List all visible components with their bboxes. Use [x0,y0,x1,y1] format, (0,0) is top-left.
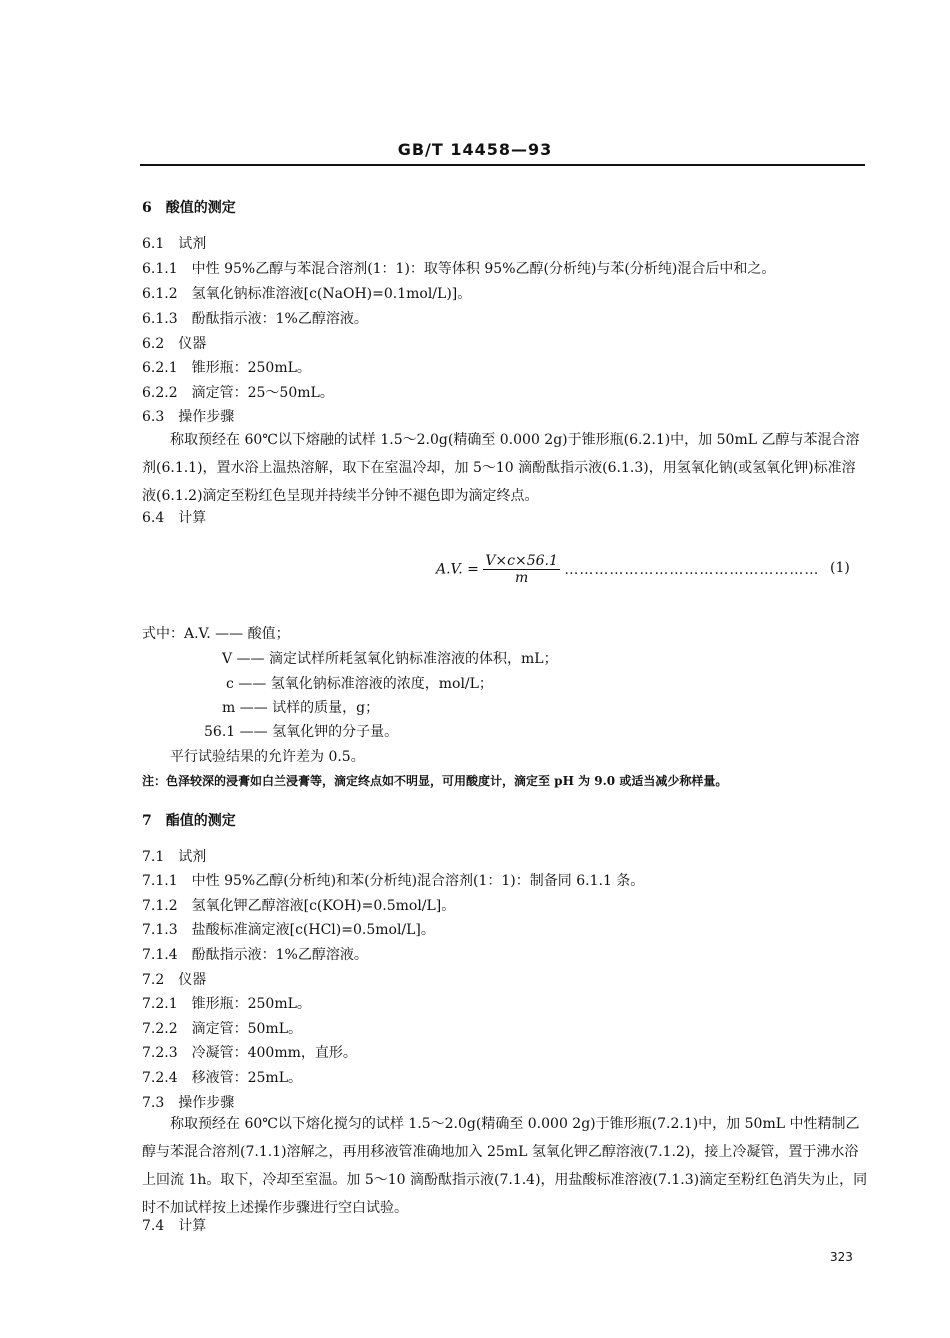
clause-7-2-1: 7.2.1 锥形瓶：250mL。 [142,996,311,1012]
clause-6-1-3: 6.1.3 酚酞指示液：1%乙醇溶液。 [142,311,368,327]
clause-7-1-4: 7.1.4 酚酞指示液：1%乙醇溶液。 [142,947,368,963]
var-m: m —— 试样的质量，g； [222,700,380,716]
note-text: 注：色泽较深的浸膏如白兰浸膏等，滴定终点如不明显，可用酸度计，滴定至 pH 为 9.0 或适当减少称样量。 [142,774,728,788]
clause-6-1: 6.1 试剂 [142,236,207,252]
clause-7-2: 7.2 仪器 [142,972,207,988]
clause-6-1-1: 6.1.1 中性 95%乙醇与苯混合溶剂(1：1)：取等体积 95%乙醇(分析纯)与苯(分析纯)混合后中和之。 [142,261,776,277]
clause-7-4: 7.4 计算 [142,1218,207,1234]
procedure-6-3-text: 称取预经在 60℃以下熔融的试样 1.5～2.0g(精确至 0.000 2g)于锥形瓶(6.2.1)中，加 50mL 乙醇与苯混合溶剂(6.1.1)，置水浴上温热溶解，取下在室温冷却，加 5～10 滴酚酞指示液(6.1.3)，用氢氧化钠(或氢氧化钾)标准溶液(6.1.2)滴定至粉红色呈现并持续半分钟不褪色即为滴定终点。 [142,432,860,504]
clause-6-2-1: 6.2.1 锥形瓶：250mL。 [142,360,311,376]
section-7-title: 7 酯值的测定 [142,813,236,829]
standard-code-header: GB/T 14458—93 [397,140,553,159]
formula-leader-dots: …………………………………………… [564,561,820,578]
acid-value-formula [436,553,819,586]
clause-7-2-3: 7.2.3 冷凝管：400mm，直形。 [142,1045,357,1061]
clause-6-3: 6.3 操作步骤 [142,409,235,425]
clause-7-1-3: 7.1.3 盐酸标准滴定液[c(HCl)=0.5mol/L]。 [142,922,435,938]
clause-7-1-1: 7.1.1 中性 95%乙醇(分析纯)和苯(分析纯)混合溶剂(1：1)：制备同 6.1.1 条。 [142,873,645,889]
formula-denominator: m [514,570,529,586]
tolerance-text: 平行试验结果的允许差为 0.5。 [170,749,365,765]
formula-fraction [483,553,560,586]
equation-number: (1) [830,560,850,576]
section-6-title: 6 酸值的测定 [142,200,236,216]
clause-7-2-4: 7.2.4 移液管：25mL。 [142,1070,303,1086]
clause-6-2-2: 6.2.2 滴定管：25～50mL。 [142,385,334,401]
header-rule [140,164,865,166]
clause-6-2: 6.2 仪器 [142,336,207,352]
clause-7-1-2: 7.1.2 氢氧化钾乙醇溶液[c(KOH)=0.5mol/L]。 [142,898,456,914]
formula-lhs: A.V. = [436,561,479,578]
clause-6-4: 6.4 计算 [142,510,207,526]
clause-7-2-2: 7.2.2 滴定管：50mL。 [142,1021,303,1037]
clause-6-1-2: 6.1.2 氢氧化钠标准溶液[c(NaOH)=0.1mol/L)]。 [142,286,472,302]
clause-7-3: 7.3 操作步骤 [142,1095,235,1111]
var-c: c —— 氢氧化钠标准溶液的浓度，mol/L； [226,676,493,692]
var-v: V —— 滴定试样所耗氢氧化钠标准溶液的体积，mL； [222,651,558,667]
page-number: 323 [830,1250,853,1264]
var-56-1: 56.1 —— 氢氧化钾的分子量。 [204,724,399,740]
clause-7-1: 7.1 试剂 [142,849,207,865]
where-acid-value: 式中：A.V. —— 酸值； [142,626,290,642]
procedure-7-3-text: 称取预经在 60℃以下熔化搅匀的试样 1.5～2.0g(精确至 0.000 2g)于锥形瓶(7.2.1)中，加 50mL 中性精制乙醇与苯混合溶剂(7.1.1)溶解之，再用移液管准确地加入 25mL 氢氧化钾乙醇溶液(7.1.2)，接上冷凝管，置于沸水浴上回流 1h。取下，冷却至室温。加 5～10 滴酚酞指示液(7.1.4)，用盐酸标准溶液(7.1.3)滴定至粉红色消失为止，同时不加试样按上述操作步骤进行空白试验。 [142,1116,868,1216]
formula-numerator: V×c×56.1 [485,553,558,569]
